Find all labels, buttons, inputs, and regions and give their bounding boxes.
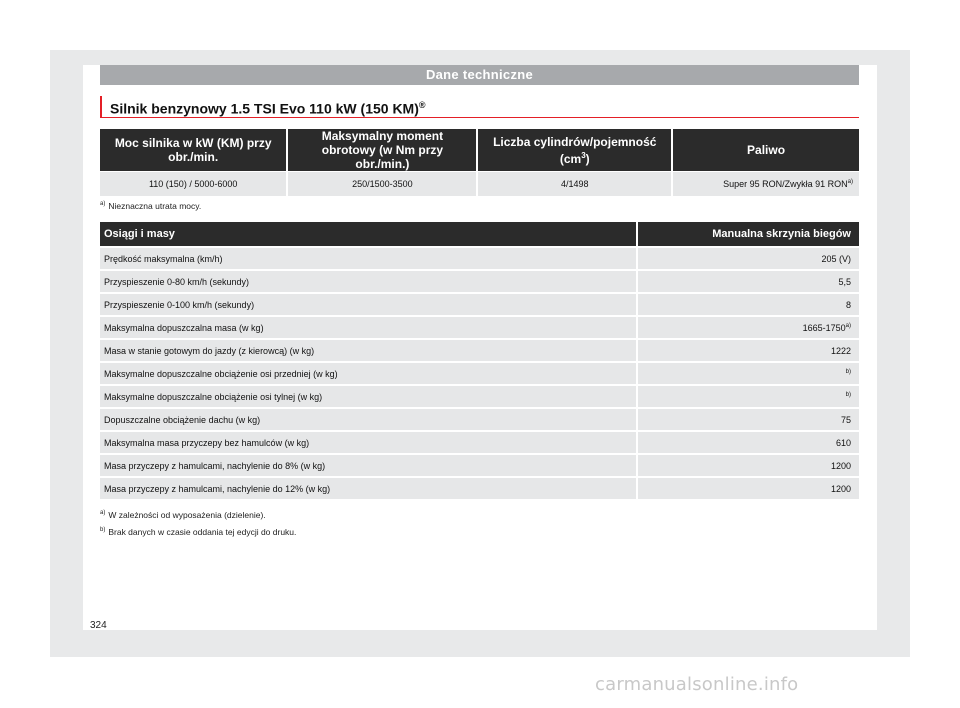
- table-row: [100, 246, 859, 269]
- cell-torque: 250/1500-3500: [288, 171, 476, 196]
- table-row: [100, 338, 859, 361]
- footnote-no-data: [100, 527, 296, 537]
- table-row: [100, 476, 859, 499]
- table-row: [100, 430, 859, 453]
- section-title: [100, 96, 859, 118]
- row-value-text: 205 (V): [821, 253, 851, 264]
- cell-fuel-text: Super 95 RON/Zwykła 91 RON: [723, 179, 848, 189]
- table-row: [100, 453, 859, 476]
- table-row: [100, 384, 859, 407]
- row-label: Maksymalne dopuszczalne obciążenie osi tylnej (w kg): [100, 384, 636, 407]
- footnote-ref: b): [845, 368, 851, 375]
- row-label: Masa przyczepy z hamulcami, nachylenie do 8% (w kg): [100, 453, 636, 476]
- footnote-marker: b): [100, 527, 106, 534]
- watermark: carmanualsonline.info: [595, 674, 799, 695]
- row-label: Maksymalne dopuszczalne obciążenie osi przedniej (w kg): [100, 361, 636, 384]
- col-header-fuel: Paliwo: [673, 129, 859, 171]
- row-value: [638, 407, 859, 430]
- col-header-performance: Osiągi i masy: [100, 222, 636, 246]
- chapter-header: Dane techniczne: [100, 65, 859, 85]
- row-value-text: 8: [845, 299, 851, 310]
- cell-power: 110 (150) / 5000-6000: [100, 171, 286, 196]
- row-value-text: 1222: [830, 345, 851, 356]
- footnote-ref: a): [845, 322, 851, 329]
- row-value: [638, 361, 859, 384]
- table-row: [100, 361, 859, 384]
- col-header-torque: Maksymalny moment obrotowy (w Nm przy obr./min.): [288, 129, 476, 171]
- section-title-text: Silnik benzynowy 1.5 TSI Evo 110 kW (150 KM): [110, 100, 419, 117]
- footnote-marker: a): [100, 201, 106, 208]
- row-value: [638, 453, 859, 476]
- row-value-text: 75: [840, 414, 851, 425]
- row-label: Dopuszczalne obciążenie dachu (w kg): [100, 407, 636, 430]
- engine-table-header: [100, 129, 859, 171]
- table-row: [100, 292, 859, 315]
- table-row: [100, 315, 859, 338]
- page-number: 324: [90, 620, 107, 631]
- table-row: [100, 407, 859, 430]
- col-header-cylinders: [478, 129, 671, 171]
- footnote-text: W zależności od wyposażenia (dzielenie).: [108, 510, 266, 520]
- cell-fuel: [673, 171, 859, 196]
- cube-sup: 3: [581, 150, 586, 160]
- row-value: [638, 430, 859, 453]
- row-value: [638, 292, 859, 315]
- performance-table-header: [100, 222, 859, 246]
- row-value-text: 1665-1750: [802, 322, 846, 333]
- row-value: [638, 246, 859, 269]
- footnote-equipment: [100, 510, 266, 520]
- footnote-power-loss: [100, 201, 201, 211]
- row-value-text: 1200: [830, 483, 851, 494]
- row-label: Przyspieszenie 0-100 km/h (sekundy): [100, 292, 636, 315]
- row-value-text: 5,5: [838, 276, 851, 287]
- row-value-text: 610: [835, 437, 851, 448]
- table-row: [100, 171, 859, 196]
- row-value: [638, 315, 859, 338]
- col-header-cylinders-text: Liczba cylindrów/pojemność (cm: [493, 134, 657, 166]
- footnote-marker: a): [100, 510, 106, 517]
- row-value-text: 1200: [830, 460, 851, 471]
- table-row: [100, 269, 859, 292]
- performance-table-body: [100, 246, 859, 499]
- row-label: Maksymalna masa przyczepy bez hamulców (w kg): [100, 430, 636, 453]
- footnote-text: Nieznaczna utrata mocy.: [108, 201, 202, 211]
- col-header-gearbox: Manualna skrzynia biegów: [638, 222, 859, 246]
- row-label: Prędkość maksymalna (km/h): [100, 246, 636, 269]
- row-label: Przyspieszenie 0-80 km/h (sekundy): [100, 269, 636, 292]
- registered-mark: ®: [418, 100, 426, 110]
- performance-table: [98, 222, 861, 499]
- row-label: Masa w stanie gotowym do jazdy (z kierowcą) (w kg): [100, 338, 636, 361]
- col-header-power: Moc silnika w kW (KM) przy obr./min.: [100, 129, 286, 171]
- row-value: [638, 269, 859, 292]
- footnote-text: Brak danych w czasie oddania tej edycji do druku.: [108, 527, 297, 537]
- footnote-ref: b): [845, 391, 851, 398]
- row-label: Maksymalna dopuszczalna masa (w kg): [100, 315, 636, 338]
- engine-table: [98, 129, 861, 196]
- footnote-ref: a): [847, 179, 853, 185]
- col-header-cylinders-close: ): [585, 151, 590, 166]
- cell-cylinders: 4/1498: [478, 171, 671, 196]
- row-value: [638, 384, 859, 407]
- row-value: [638, 476, 859, 499]
- row-value: [638, 338, 859, 361]
- row-label: Masa przyczepy z hamulcami, nachylenie do 12% (w kg): [100, 476, 636, 499]
